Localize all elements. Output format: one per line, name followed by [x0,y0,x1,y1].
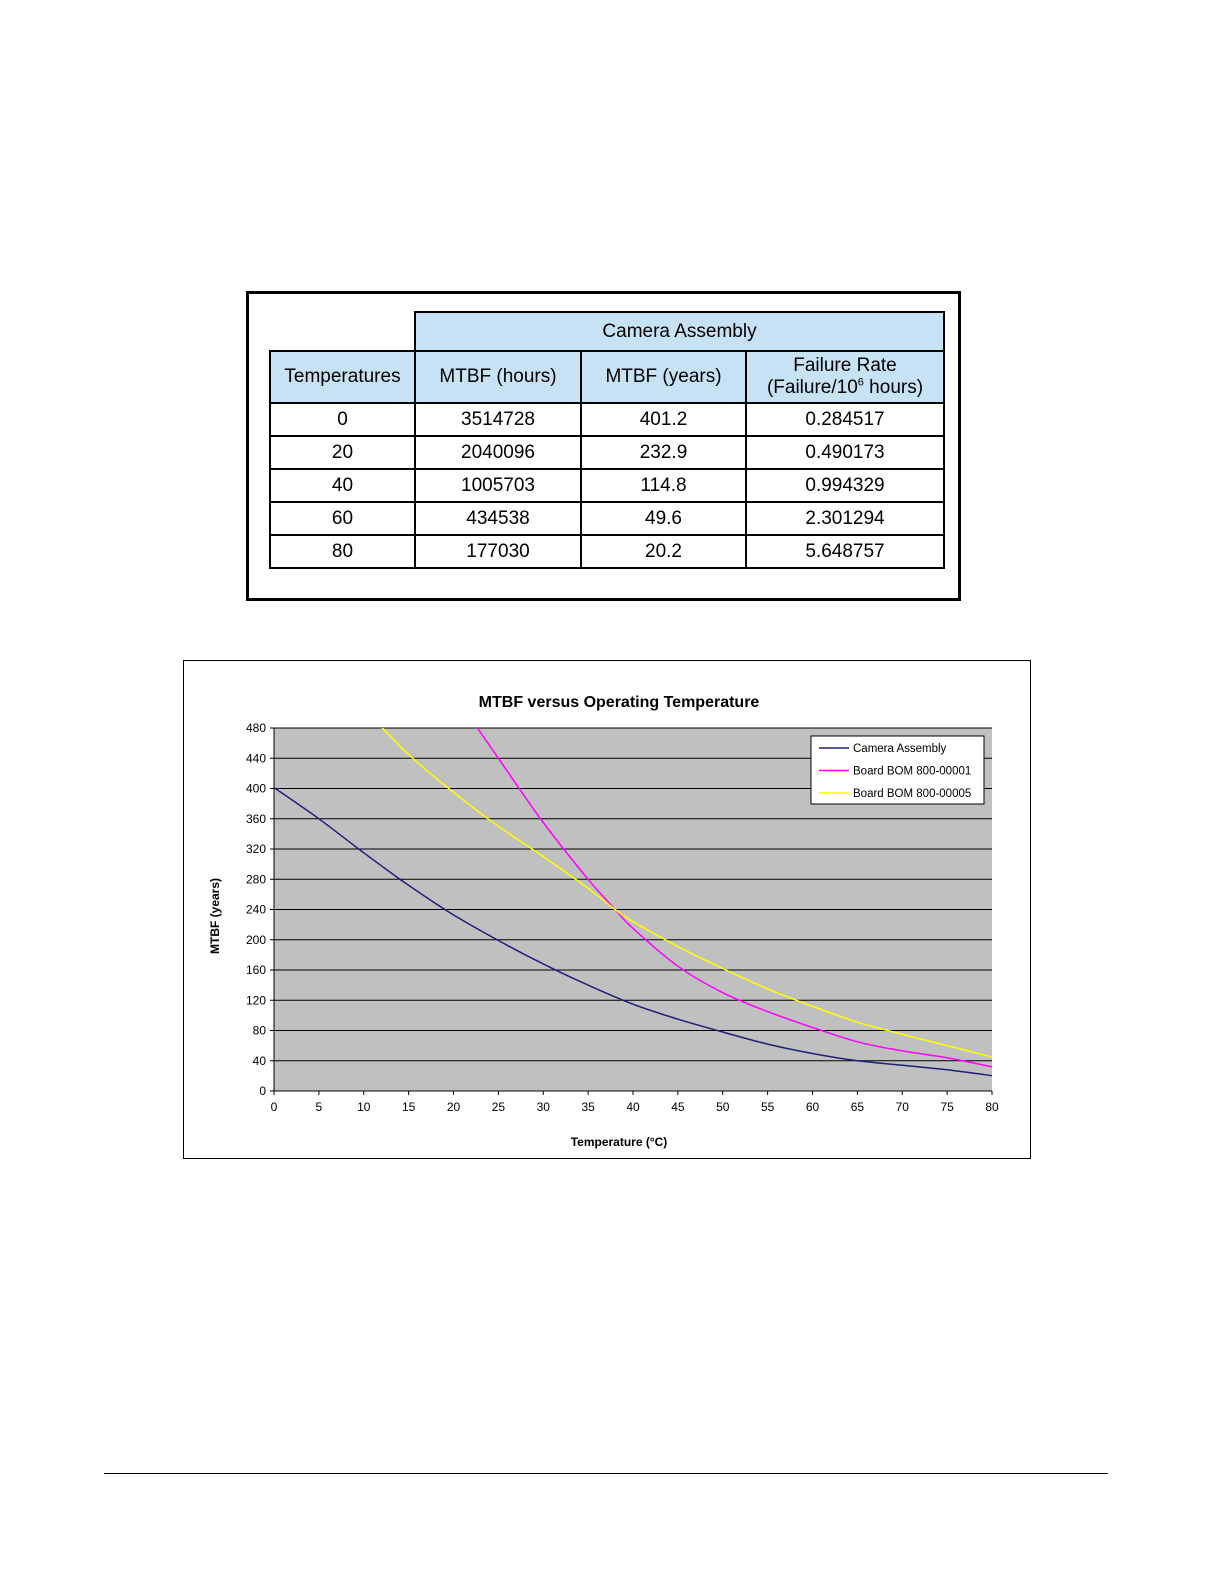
chart-frame [183,660,1031,1159]
temperature-cell: 0 [270,403,415,436]
mtbf-table [269,311,945,569]
failure-rate-cell: 0.994329 [746,469,944,502]
x-tick-label: 70 [895,1100,909,1114]
table-row [270,403,944,436]
table-row [270,535,944,568]
y-tick-label: 360 [245,811,266,826]
y-tick-label: 320 [245,842,266,856]
mtbf-years-cell: 20.2 [581,535,746,568]
x-tick-label: 25 [491,1100,506,1114]
failure-rate-line1: Failure Rate [793,355,897,376]
y-axis-label: MTBF (years) [208,877,222,955]
mtbf-hours-cell: 2040096 [415,436,581,469]
temperature-cell: 20 [270,436,415,469]
col-header-failure-rate [746,351,944,403]
table-header-row [270,351,944,403]
temperature-cell: 80 [270,535,415,568]
x-tick-label: 40 [626,1100,640,1114]
table-row [270,469,944,502]
y-tick-label: 0 [259,1084,266,1098]
mtbf-years-cell: 114.8 [581,469,746,502]
legend-label: Camera Assembly [853,743,947,755]
failure-rate-exponent: 6 [857,376,864,389]
x-tick-label: 75 [940,1100,954,1114]
col-header-mtbf-hours: MTBF (hours) [415,351,581,403]
y-tick-label: 40 [252,1053,266,1068]
col-header-mtbf-years: MTBF (years) [581,351,746,403]
footer-rule [104,1473,1108,1474]
mtbf-years-cell: 49.6 [581,502,746,535]
x-tick-label: 50 [716,1100,730,1114]
col-header-temperatures: Temperatures [270,351,415,403]
table-body [270,403,944,568]
legend-label: Board BOM 800-00005 [853,788,972,800]
x-axis-label: Temperature (°C) [570,1135,668,1149]
failure-rate-line2a: (Failure/10 [766,377,858,398]
mtbf-table-frame [246,291,961,601]
x-tick-label: 30 [536,1100,550,1114]
legend [811,736,984,804]
x-tick-label: 60 [805,1100,820,1114]
chart-title: MTBF versus Operating Temperature [478,694,760,711]
x-tick-label: 65 [850,1100,865,1114]
mtbf-years-cell: 232.9 [581,436,746,469]
x-tick-label: 20 [446,1100,461,1114]
x-tick-label: 55 [760,1100,775,1114]
mtbf-hours-cell: 434538 [415,502,581,535]
mtbf-chart [184,661,1032,1160]
temperature-cell: 60 [270,502,415,535]
y-tick-label: 400 [245,781,266,796]
failure-rate-cell: 2.301294 [746,502,944,535]
failure-rate-cell: 0.284517 [746,403,944,436]
x-tick-label: 80 [985,1100,999,1114]
table-group-header: Camera Assembly [415,312,944,351]
x-tick-label: 35 [581,1100,595,1114]
mtbf-hours-cell: 3514728 [415,403,581,436]
y-tick-label: 160 [245,963,266,977]
x-tick-label: 45 [671,1100,685,1114]
mtbf-years-cell: 401.2 [581,403,746,436]
x-tick-label: 5 [315,1100,323,1114]
y-tick-label: 440 [245,751,266,766]
table-row [270,502,944,535]
failure-rate-cell: 0.490173 [746,436,944,469]
y-tick-label: 240 [245,902,266,917]
failure-rate-line2b: hours) [863,377,924,398]
x-tick-label: 15 [401,1100,416,1114]
y-tick-label: 120 [245,993,266,1008]
y-tick-label: 80 [252,1023,266,1038]
table-corner-blank [270,312,415,351]
y-tick-label: 200 [245,932,266,947]
mtbf-hours-cell: 177030 [415,535,581,568]
mtbf-hours-cell: 1005703 [415,469,581,502]
x-tick-label: 0 [270,1100,278,1114]
failure-rate-cell: 5.648757 [746,535,944,568]
table-row [270,436,944,469]
temperature-cell: 40 [270,469,415,502]
x-tick-label: 10 [357,1100,371,1114]
y-tick-label: 480 [245,721,266,735]
legend-label: Board BOM 800-00001 [853,765,972,778]
y-tick-label: 280 [245,872,266,887]
